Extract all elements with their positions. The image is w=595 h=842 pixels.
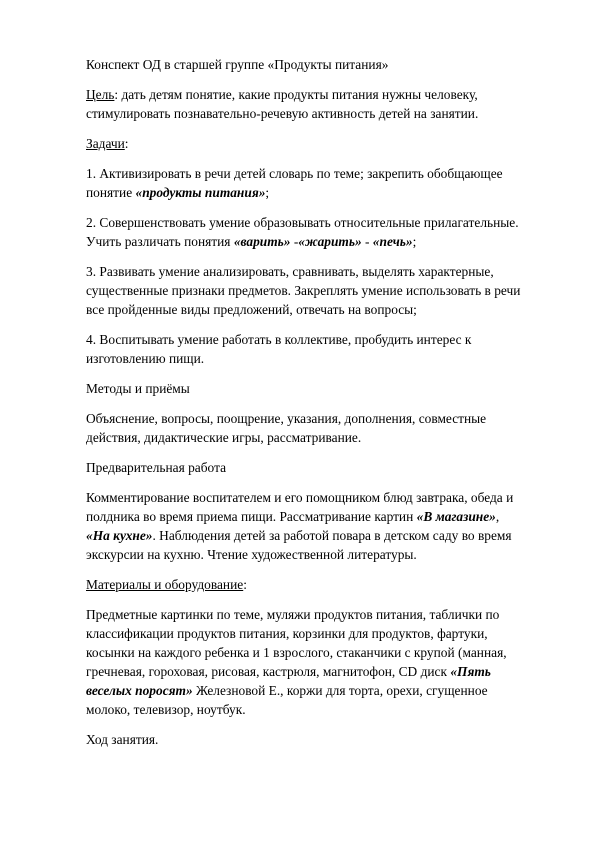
task-2-text: 2. Совершенствовать умение образовывать относительные прилагательные. Учить различать понятия	[86, 215, 519, 249]
methods-paragraph	[86, 409, 526, 447]
methods-text: Объяснение, вопросы, поощрение, указания, дополнения, совместные действия, дидактические игры, рассматривание.	[86, 411, 487, 445]
materials-heading	[86, 575, 526, 594]
prework-sep: ,	[495, 509, 500, 524]
goal-label: Цель	[86, 87, 115, 102]
task-1-emphasis: «продукты питания»	[135, 185, 266, 200]
prework-paragraph	[86, 488, 526, 564]
goal-paragraph	[86, 85, 526, 123]
tasks-heading	[86, 134, 526, 153]
task-2-emphasis-3: «печь»	[372, 234, 413, 249]
task-4	[86, 330, 526, 368]
materials-colon: :	[243, 577, 247, 592]
tasks-label: Задачи	[86, 136, 125, 151]
materials-text-2: Железновой Е., коржи для торта, орехи, сгущенное молоко, телевизор, ноутбук.	[86, 683, 488, 717]
task-2-emphasis-1: «варить»	[233, 234, 291, 249]
materials-paragraph	[86, 605, 526, 719]
task-1-end: ;	[265, 185, 270, 200]
task-2-sep-2: -	[361, 234, 373, 249]
task-2-sep-1: -	[290, 234, 299, 249]
task-1	[86, 164, 526, 202]
lesson-heading	[86, 730, 526, 749]
task-2-end: ;	[412, 234, 417, 249]
task-2	[86, 213, 526, 251]
prework-heading-text: Предварительная работа	[86, 460, 227, 475]
prework-emphasis-2: «На кухне»	[86, 528, 153, 543]
lesson-heading-text: Ход занятия.	[86, 732, 159, 747]
prework-heading	[86, 458, 526, 477]
materials-emphasis: «Пять веселых поросят»	[86, 664, 491, 698]
title-text: Конспект ОД в старшей группе «Продукты питания»	[86, 57, 389, 72]
methods-heading-text: Методы и приёмы	[86, 381, 190, 396]
materials-label: Материалы и оборудование	[86, 577, 244, 592]
materials-text-1: Предметные картинки по теме, муляжи продуктов питания, таблички по классификации продуктов питания, корзинки для продуктов, фартуки, косынки на каждого ребенка и 1 взрослого, стаканчики с крупой (манная, гречневая, гороховая, рисовая, кастрюля, магнитофон, CD диск	[86, 607, 507, 679]
task-3	[86, 262, 526, 319]
document-title	[86, 55, 526, 74]
document-page	[86, 55, 526, 760]
goal-text: : дать детям понятие, какие продукты питания нужны человеку, стимулировать познавательно-речевую активность детей на занятии.	[86, 87, 479, 121]
task-4-text: 4. Воспитывать умение работать в коллективе, пробудить интерес к изготовлению пищи.	[86, 332, 472, 366]
prework-text-2: . Наблюдения детей за работой повара в детском саду во время экскурсии на кухню. Чтение художественной литературы.	[86, 528, 512, 562]
task-2-emphasis-2: «жарить»	[298, 234, 362, 249]
prework-text-1: Комментирование воспитателем и его помощником блюд завтрака, обеда и полдника во время приема пищи. Рассматривание картин	[86, 490, 514, 524]
task-1-text: 1. Активизировать в речи детей словарь по теме; закрепить обобщающее понятие	[86, 166, 503, 200]
task-3-text: 3. Развивать умение анализировать, сравнивать, выделять характерные, существенные признаки предметов. Закреплять умение использовать в речи все пройденные виды предложений, отвечать на вопросы;	[86, 264, 521, 317]
prework-emphasis-1: «В магазине»	[416, 509, 496, 524]
methods-heading	[86, 379, 526, 398]
tasks-colon: :	[124, 136, 129, 151]
